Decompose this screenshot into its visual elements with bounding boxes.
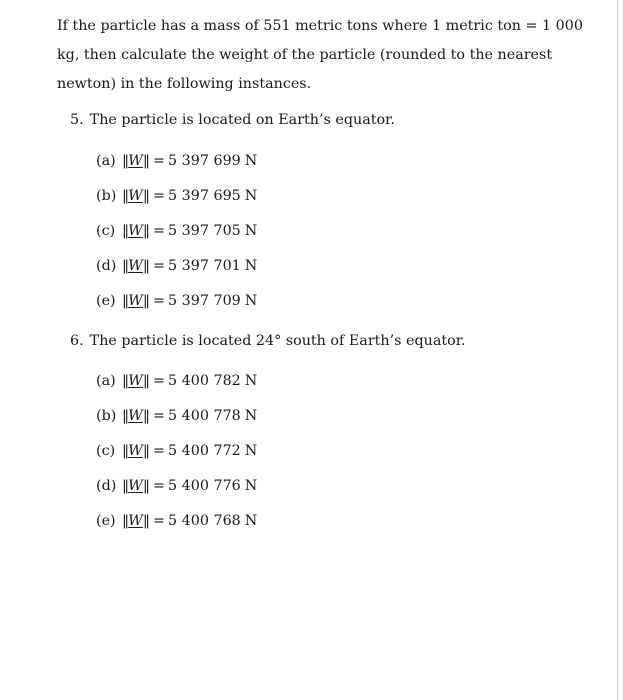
- option-value: 5 397 709: [168, 293, 241, 309]
- weight-expression: [122, 478, 257, 494]
- intro-paragraph: If the particle has a mass of 551 metric tons where 1 metric ton = 1 000 kg, then calculate the weight of the particle (rounded to the nearest newton) in the following instances.: [57, 18, 583, 92]
- option-unit: N: [244, 513, 258, 529]
- weight-expression: [122, 188, 257, 204]
- question-number: 5.: [70, 112, 84, 128]
- option-unit: N: [244, 223, 258, 239]
- option-value: 5 400 776: [168, 478, 241, 494]
- answer-option[interactable]: [96, 443, 257, 478]
- option-value: 5 400 778: [168, 408, 241, 424]
- equals-sign: =: [153, 258, 165, 274]
- norm-close: ‖: [142, 188, 150, 204]
- option-unit: N: [244, 478, 258, 494]
- equals-sign: =: [153, 478, 165, 494]
- weight-expression: [122, 293, 257, 309]
- equals-sign: =: [153, 373, 165, 389]
- question-6: [70, 333, 466, 349]
- norm-close: ‖: [142, 513, 150, 529]
- option-unit: N: [244, 408, 258, 424]
- norm-close: ‖: [142, 293, 150, 309]
- equals-sign: =: [153, 293, 165, 309]
- answer-option[interactable]: [96, 408, 257, 443]
- norm-open: ‖: [122, 478, 129, 494]
- equals-sign: =: [153, 513, 165, 529]
- norm-open: ‖: [122, 513, 129, 529]
- equals-sign: =: [153, 443, 165, 459]
- norm-close: ‖: [142, 258, 150, 274]
- option-label: (a): [96, 373, 116, 389]
- weight-vector-symbol: W: [128, 293, 143, 309]
- weight-vector-symbol: W: [128, 258, 143, 274]
- question-5: [70, 112, 395, 128]
- option-value: 5 400 782: [168, 373, 241, 389]
- option-label: (b): [96, 408, 117, 424]
- answer-option[interactable]: [96, 188, 257, 223]
- weight-expression: [122, 408, 257, 424]
- option-label: (b): [96, 188, 117, 204]
- weight-vector-symbol: W: [128, 223, 143, 239]
- question-text: The particle is located 24° south of Earth’s equator.: [89, 333, 466, 349]
- options-list-question-6: [96, 373, 257, 548]
- answer-option[interactable]: [96, 223, 257, 258]
- norm-close: ‖: [142, 478, 150, 494]
- option-unit: N: [244, 293, 258, 309]
- answer-option[interactable]: [96, 478, 257, 513]
- weight-expression: [122, 513, 257, 529]
- option-value: 5 397 699: [168, 153, 241, 169]
- weight-vector-symbol: W: [128, 408, 143, 424]
- weight-expression: [122, 443, 257, 459]
- weight-vector-symbol: W: [128, 443, 143, 459]
- norm-open: ‖: [122, 188, 129, 204]
- option-label: (d): [96, 478, 117, 494]
- option-label: (a): [96, 153, 116, 169]
- norm-open: ‖: [122, 443, 129, 459]
- norm-open: ‖: [122, 153, 129, 169]
- option-value: 5 400 768: [168, 513, 241, 529]
- options-list-question-5: [96, 153, 257, 328]
- option-label: (d): [96, 258, 117, 274]
- equals-sign: =: [153, 188, 165, 204]
- answer-option[interactable]: [96, 373, 257, 408]
- equals-sign: =: [153, 408, 165, 424]
- option-value: 5 397 701: [168, 258, 241, 274]
- weight-vector-symbol: W: [128, 373, 143, 389]
- answer-option[interactable]: [96, 153, 257, 188]
- option-unit: N: [244, 443, 258, 459]
- weight-expression: [122, 223, 257, 239]
- option-unit: N: [244, 258, 258, 274]
- weight-expression: [122, 373, 257, 389]
- option-label: (e): [96, 293, 116, 309]
- weight-expression: [122, 258, 257, 274]
- norm-open: ‖: [122, 373, 129, 389]
- norm-open: ‖: [122, 293, 129, 309]
- option-unit: N: [244, 188, 258, 204]
- option-label: (c): [96, 223, 116, 239]
- answer-option[interactable]: [96, 293, 257, 328]
- option-value: 5 400 772: [168, 443, 241, 459]
- norm-close: ‖: [142, 153, 150, 169]
- weight-vector-symbol: W: [128, 478, 143, 494]
- weight-vector-symbol: W: [128, 153, 143, 169]
- answer-option[interactable]: [96, 258, 257, 293]
- weight-expression: [122, 153, 257, 169]
- norm-close: ‖: [142, 373, 150, 389]
- equals-sign: =: [153, 223, 165, 239]
- option-unit: N: [244, 373, 258, 389]
- norm-close: ‖: [142, 408, 150, 424]
- option-unit: N: [244, 153, 258, 169]
- option-value: 5 397 705: [168, 223, 241, 239]
- answer-option[interactable]: [96, 513, 257, 548]
- norm-close: ‖: [142, 223, 150, 239]
- weight-vector-symbol: W: [128, 188, 143, 204]
- option-value: 5 397 695: [168, 188, 241, 204]
- weight-vector-symbol: W: [128, 513, 143, 529]
- question-text: The particle is located on Earth’s equator.: [89, 112, 395, 128]
- question-number: 6.: [70, 333, 84, 349]
- norm-open: ‖: [122, 223, 129, 239]
- norm-open: ‖: [122, 258, 129, 274]
- norm-close: ‖: [142, 443, 150, 459]
- option-label: (c): [96, 443, 116, 459]
- equals-sign: =: [153, 153, 165, 169]
- option-label: (e): [96, 513, 116, 529]
- norm-open: ‖: [122, 408, 129, 424]
